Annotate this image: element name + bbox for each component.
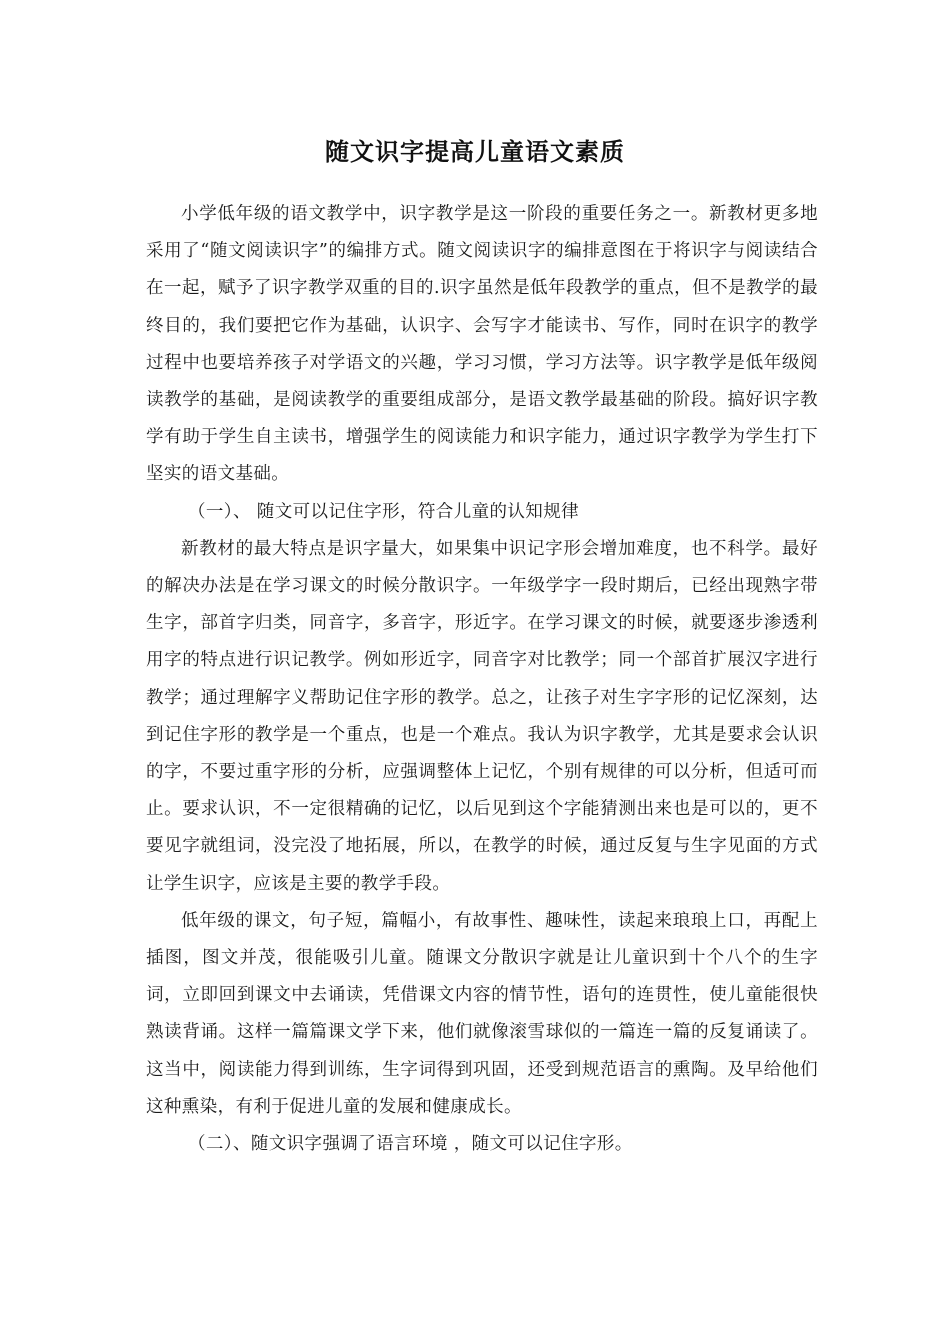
section-1-paragraph-2: 低年级的课文，句子短，篇幅小，有故事性、趣味性，读起来琅琅上口，再配上插图，图文并茂，很能吸引儿童。随课文分散识字就是让儿童识到十个八个的生字词，立即回到课文中去诵读，凭借课文内容的情节性，语句的连贯性，使儿童能很快熟读背诵。这样一篇篇课文学下来，他们就像滚雪球似的一篇连一篇的反复诵读了。这当中，阅读能力得到训练，生字词得到巩固，还受到规范语言的熏陶。及早给他们这种熏染，有利于促进儿童的发展和健康成长。 xyxy=(146,910,818,1117)
section-heading-2: （二）、随文识字强调了语言环境 ，随文可以记住字形。 xyxy=(188,1134,633,1155)
intro-paragraph: 小学低年级的语文教学中，识字教学是这一阶段的重要任务之一。新教材更多地采用了“随文阅读识字”的编排方式。随文阅读识字的编排意图在于将识字与阅读结合在一起，赋予了识字教学双重的目的.识字虽然是低年段教学的重点，但不是教学的最终目的，我们要把它作为基础，认识字、会写字才能读书、写作，同时在识字的教学过程中也要培养孩子对学语文的兴趣，学习习惯，学习方法等。识字教学是低年级阅读教学的基础，是阅读教学的重要组成部分，是语文教学最基础的阶段。搞好识字教学有助于学生自主读书，增强学生的阅读能力和识字能力，通过识字教学为学生打下坚实的语文基础。 xyxy=(146,204,818,485)
section-1-paragraph-1: 新教材的最大特点是识字量大，如果集中识记字形会增加难度，也不科学。最好的解决办法是在学习课文的时候分散识字。一年级学字一段时期后，已经出现熟字带生字，部首字归类，同音字，多音字，形近字。在学习课文的时候，就要逐步渗透利用字的特点进行识记教学。例如形近字，同音字对比教学；同一个部首扩展汉字进行教学；通过理解字义帮助记住字形的教学。总之，让孩子对生字字形的记忆深刻，达到记住字形的教学是一个重点，也是一个难点。我认为识字教学，尤其是要求会认识的字，不要过重字形的分析，应强调整体上记忆，个别有规律的可以分析，但适可而止。要求认识，不一定很精确的记忆，以后见到这个字能猜测出来也是可以的，更不要见字就组词，没完没了地拓展，所以，在教学的时候，通过反复与生字见面的方式让学生识字，应该是主要的教学手段。 xyxy=(146,538,818,894)
document-title: 随文识字提高儿童语文素质 xyxy=(325,138,625,166)
section-heading-1: （一）、 随文可以记住字形，符合儿童的认知规律 xyxy=(188,501,580,522)
document-body xyxy=(146,196,818,1163)
